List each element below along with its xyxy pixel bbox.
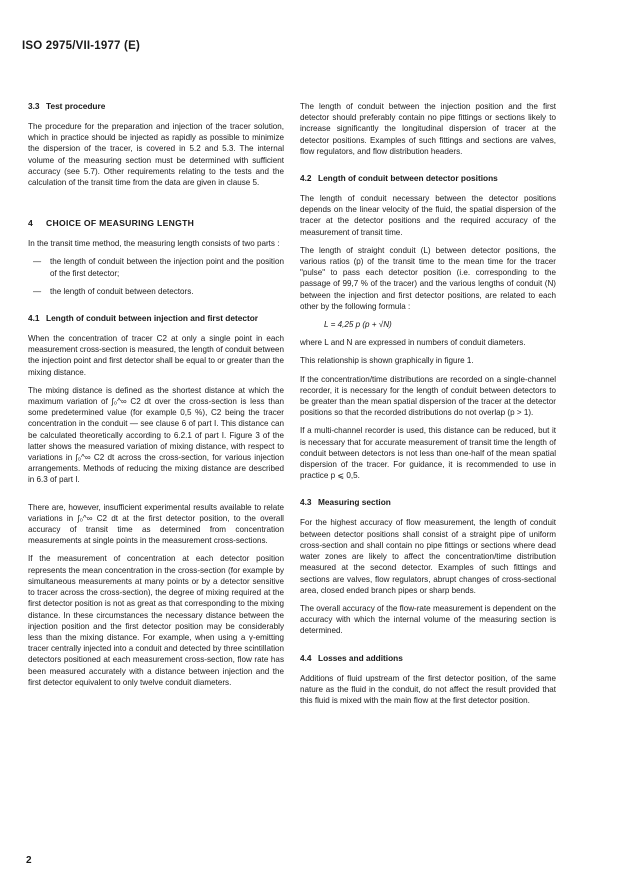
paragraph: If the measurement of concentration at each detector position represents the mean concentration in the cross-section (for example by simultaneous measurements at many points or by a detector sensitive to tracer across the cross-section), the degree of mixing required at the first detector position is not as great as that corresponding to the mixing distance. In these circumstances the necessary distance between the injection position and the first detector position may be considerably less than the mixing distance. For example, when using a γ-emitting tracer centrally injected into a conduit and detected by three scintillation detectors positioned at each measurement cross-section, flow rate has been measured accurately with a distance between injection and the first detector equivalent to only twelve conduit diameters. xyxy=(28,554,285,687)
document-header: ISO 2975/VII-1977 (E) xyxy=(22,40,140,52)
section-4-3-heading: 4.3 Measuring section xyxy=(300,497,391,508)
paragraph: The length of conduit necessary between the detector positions depends on the linear velocity of the fluid, the spatial dispersion of the tracer at the detector positions and the required accuracy of the measurement of transit time. xyxy=(300,194,556,237)
formula: L = 4,25 p (p + √N) xyxy=(324,320,392,330)
paragraph: In the transit time method, the measuring length consists of two parts : xyxy=(28,239,280,249)
paragraph: The overall accuracy of the flow-rate measurement is dependent on the accuracy with which the internal volume of the measuring section is determined. xyxy=(300,603,556,636)
section-4-1-heading: 4.1 Length of conduit between injection and first detector xyxy=(28,313,259,324)
paragraph: The procedure for the preparation and injection of the tracer solution, which in practice should be injected as rapidly as possible to minimize the dispersion of the tracer, is covered in 5.2 and 5.3. The internal volume of the measuring section must be determined with sufficient accuracy (see 5.7). Other requirements relating to the tests and the calculation of the transit time from the data are given in clause 5. xyxy=(28,122,284,188)
right-column xyxy=(300,101,556,713)
paragraph: If a multi-channel recorder is used, this distance can be reduced, but it is necessary that for accurate measurement of transit time the length of conduit between detectors is not less than one-half of the mean spatial dispersion of the tracer. For guidance, it is recommended to use in practice p ⩽ 0,5. xyxy=(300,426,556,481)
dash-list-item: — the length of conduit between the injection point and the position of the first detector; xyxy=(33,257,284,278)
paragraph: For the highest accuracy of flow measurement, the length of conduit between detector positions shall consist of a straight pipe of uniform cross-section and shall contain no pipe fittings or sections where dead water zones are likely to affect the concentration/time distribution measured at the second detector. Examples of such fittings and sections are valves, flow regulators, abrupt changes of cross-sectional area, closed ended branch pipes or sharp bends. xyxy=(300,518,556,595)
section-4-heading: 4 CHOICE OF MEASURING LENGTH xyxy=(28,218,195,229)
paragraph: The length of straight conduit (L) between detector positions, the various ratios (p) of the transit time to the mean time for the tracer "pulse" to pass each detector position (i.e. corresponding to the passage of 99,7 % of the tracer) and the various lengths of conduit (N) between the injection and first detector positions, are related to each other by the following formula : xyxy=(300,245,556,311)
paragraph: The length of conduit between the injection position and the first detector should preferably contain no pipe fittings or sections likely to increase significantly the longitudinal dispersion of tracer at the detector positions. Examples of such fittings and sections are valves, flow regulators, and flow distribution headers. xyxy=(300,102,556,156)
dash-list-item: — the length of conduit between detectors. xyxy=(33,286,194,296)
page-number: 2 xyxy=(26,855,32,866)
section-3-3-heading: 3.3 Test procedure xyxy=(28,101,106,111)
paragraph: There are, however, insufficient experimental results available to relate variations in ∫₀^∞ C2 dt at the first detector position, to the overall accuracy of transit time as determined from concentration measurements at single points in the measurement cross-sections. xyxy=(28,502,284,546)
left-column xyxy=(28,101,284,695)
paragraph: This relationship is shown graphically in figure 1. xyxy=(300,356,474,366)
paragraph: If the concentration/time distributions are recorded on a single-channel recorder, it is necessary for the length of conduit between detectors to be greater than the mean spatial dispersion of the tracer at the detector positions so that the recorded distributions do not overlap (p > 1). xyxy=(300,374,556,418)
section-4-4-heading: 4.4 Losses and additions xyxy=(300,652,403,663)
paragraph: where L and N are expressed in numbers of conduit diameters. xyxy=(300,338,526,348)
paragraph: Additions of fluid upstream of the first detector position, of the same nature as the fluid in the conduit, do not affect the result provided that this fluid is mixed with the main flow at the first detector position. xyxy=(300,673,556,705)
paragraph: The mixing distance is defined as the shortest distance at which the maximum variation of ∫₀^∞ C2 dt over the cross-section is less than some predetermined value (for example 0,5 %), C2 being the tracer concentration in the conduit — see clause 6 of part I. This distance can be calculated theoretically according to 6.2.1 of part I. Figure 3 of the latter shows the measured variation of mixing distance, with respect to variations in ∫₀^∞ C2 dt across the cross-section, for various injection arrangements. Methods of reducing the mixing distance are described in 6.3 of part I. xyxy=(28,385,284,485)
section-4-2-heading: 4.2 Length of conduit between detector positions xyxy=(300,173,498,184)
paragraph: When the concentration of tracer C2 at only a single point in each measurement cross-section is measured, the length of conduit between the injection point and first detector shall be equal to or greater than the mixing distance. xyxy=(28,334,284,377)
